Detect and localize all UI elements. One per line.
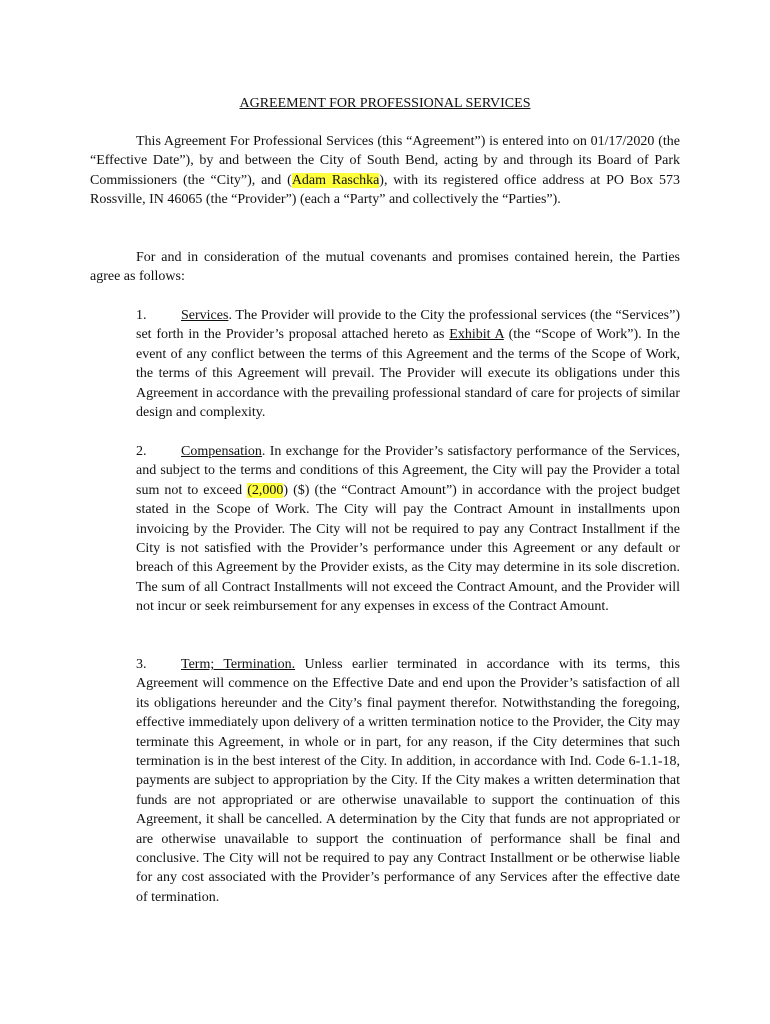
provider-name-highlight: Adam Raschka <box>291 172 380 188</box>
exhibit-reference: Exhibit A <box>449 327 504 343</box>
section-text: ) ($) (the “Contract Amount”) in accordance with the project budget stated in the Scope of Work. The City will pay the Contract Amount in installments upon invoicing by the Provider. The City will not be required to pay any Contract Installment if the City is not satisfied with the Provider’s performance under this Agreement or any default or breach of this Agreement by the Provider exists, as the City may determine in its sole discretion. The sum of all Contract Installments will not exceed the Contract Amount, and the Provider will not incur or seek reimbursement for any expenses in excess of the Contract Amount. <box>136 482 680 615</box>
section-number: 2. <box>136 444 147 459</box>
section-text: Unless earlier terminated in accordance with its terms, this Agreement will commence on the Effective Date and end upon the Provider’s satisfaction of all its obligations hereunder and the City’s final payment therefor. Notwithstanding the foregoing, effective immediately upon delivery of a written termination notice to the Provider, the City may terminate this Agreement, in whole or in part, for any reason, if the City determines that such termination is in the best interest of the City. In addition, in accordance with Ind. Code 6-1.1-18, payments are subject to appropriation by the City. If the City makes a written determination that funds are not appropriated or are otherwise unavailable to support the continuation of this Agreement, it shall be cancelled. A determination by the City that funds are not appropriated or are otherwise unavailable to support the continuation of performance shall be final and conclusive. The City will not be required to pay any Contract Installment or be otherwise liable for any cost associated with the Provider’s performance of any Services after the effective date of termination. <box>136 657 680 905</box>
section-compensation <box>136 442 680 617</box>
section-heading: Compensation <box>181 444 262 459</box>
section-text: (the “Scope of Work”). In the event of any conflict between the terms of this Agreement and the terms of the Scope of Work, the terms of this Agreement will prevail. The Provider will execute its obligations under this Agreement in accordance with the prevailing professional standard of care for projects of similar design and complexity. <box>136 327 680 421</box>
contract-amount-highlight: (2,000 <box>247 482 284 498</box>
document-title: AGREEMENT FOR PROFESSIONAL SERVICES <box>239 96 531 111</box>
section-term-termination <box>136 655 680 907</box>
section-number: 3. <box>136 657 147 672</box>
section-services <box>136 306 680 422</box>
consideration-paragraph <box>90 248 680 287</box>
intro-text-before: This Agreement For Professional Services (this “Agreement”) is entered into on 01/17/2020 (the “Effective Date”), by and between the City of South Bend, acting by and through its Board of Park Commissioners (the “City”), and ( <box>90 134 680 188</box>
section-text: . The Provider will provide to the City the professional services (the “Services”) set forth in the Provider’s proposal attached hereto as <box>136 308 680 343</box>
section-number: 1. <box>136 308 147 323</box>
consideration-text: For and in consideration of the mutual covenants and promises contained herein, the Parties agree as follows: <box>90 250 680 285</box>
intro-paragraph <box>90 132 680 210</box>
section-heading: Term; Termination. <box>181 657 296 672</box>
section-heading: Services <box>181 308 229 323</box>
intro-text-after: ), with its registered office address at PO Box 573 Rossville, IN 46065 (the “Provider”) (each a “Party” and collectively the “Parties”). <box>90 172 680 208</box>
section-text: . In exchange for the Provider’s satisfactory performance of the Services, and subject to the terms and conditions of this Agreement, the City will pay the Provider a total sum not to exceed <box>136 444 680 498</box>
